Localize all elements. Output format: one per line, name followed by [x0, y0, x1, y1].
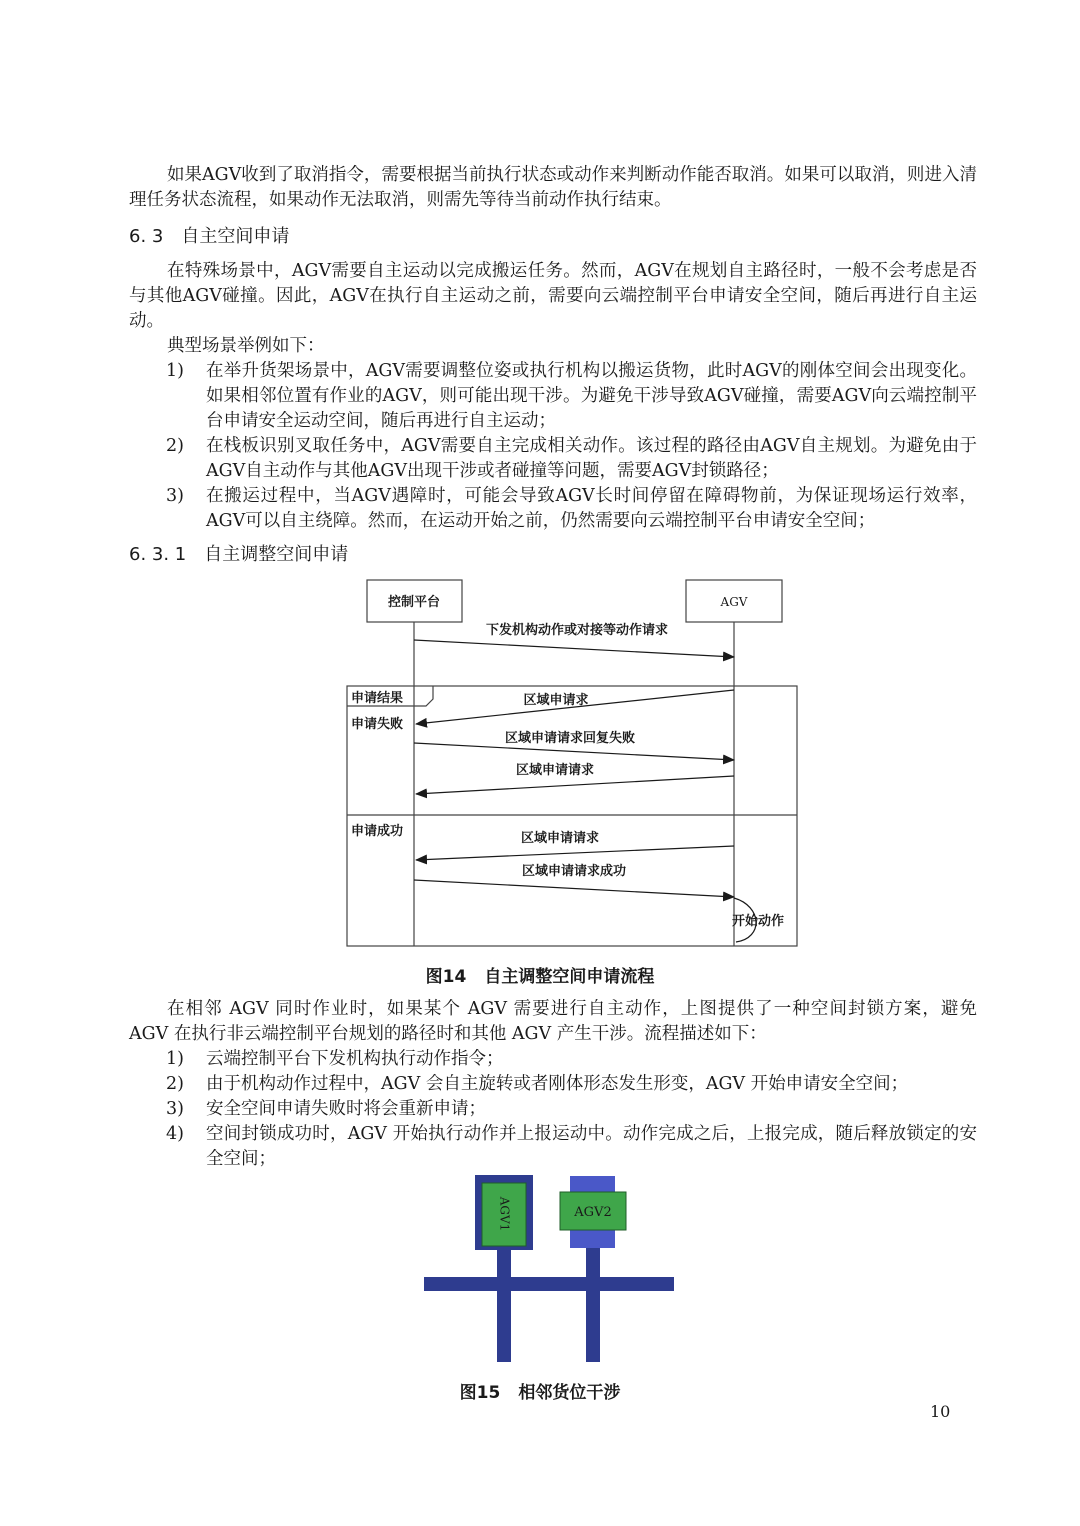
list-item-number: 3)	[166, 1099, 184, 1119]
guard-label-fail: 申请失败	[351, 717, 404, 732]
message-label: 下发机构动作或对接等动作请求	[485, 623, 669, 638]
caption-text: 相邻货位干涉	[518, 1383, 621, 1403]
message-label: 区域申请请求	[520, 831, 600, 846]
list-item-text: 在搬运过程中，当AGV遇障时，可能会导致AGV长时间停留在障碍物前，为保证现场运行效率，AGV可以自主绕障。然而，在运动开始之前，仍然需要向云端控制平台申请安全空间；	[206, 486, 977, 531]
section-title: 自主调整空间申请	[204, 544, 349, 565]
caption-number: 图15	[459, 1383, 501, 1403]
list-item-text: 安全空间申请失败时将会重新申请；	[206, 1099, 486, 1119]
list-item-number: 4)	[166, 1124, 184, 1144]
list-item-number: 1)	[166, 361, 184, 381]
actor-label-agv: AGV	[720, 595, 748, 609]
message-label: 区域申请请求	[515, 763, 595, 778]
list-item-text: 由于机构动作过程中，AGV 会自主旋转或者刚体形态发生形变，AGV 开始申请安全空间；	[206, 1074, 909, 1094]
caption-text: 自主调整空间申请流程	[484, 967, 655, 987]
agv1-label: AGV1	[497, 1196, 512, 1232]
list-item-number: 2)	[166, 1074, 184, 1094]
section-number: 6. 3. 1	[129, 544, 187, 565]
message-label: 区域申请求	[523, 693, 589, 708]
caption-number: 图14	[425, 967, 467, 987]
list-item-number: 2)	[166, 436, 184, 456]
actor-label-platform: 控制平台	[387, 595, 441, 610]
self-message-label: 开始动作	[732, 914, 785, 929]
list-item-text: 在栈板识别叉取任务中，AGV需要自主完成相关动作。该过程的路径由AGV自主规划。为避免由于AGV自主动作与其他AGV出现干涉或者碰撞等问题，需要AGV封锁路径；	[206, 436, 977, 481]
list-item-text: 空间封锁成功时，AGV 开始执行动作并上报运动中。动作完成之后，上报完成，随后释放锁定的安全空间；	[206, 1124, 977, 1169]
section-number: 6. 3	[129, 226, 164, 247]
section-title: 自主空间申请	[181, 226, 290, 247]
track-horizontal	[424, 1277, 674, 1291]
fragment-label: 申请结果	[351, 691, 404, 706]
agv2-label: AGV2	[574, 1205, 612, 1220]
message-label: 区域申请请求成功	[521, 864, 627, 879]
track-vertical-right	[586, 1246, 600, 1362]
message-label: 区域申请请求回复失败	[504, 731, 636, 746]
list-item-text: 云端控制平台下发机构执行动作指令；	[206, 1049, 504, 1069]
track-vertical-left	[497, 1246, 511, 1362]
intro-paragraph: 如果AGV收到了取消指令，需要根据当前执行状态或动作来判断动作能否取消。如果可以取消，则进入清理任务状态流程，如果动作无法取消，则需先等待当前动作执行结束。	[129, 165, 977, 210]
list-item-number: 3)	[166, 486, 184, 506]
guard-label-success: 申请成功	[351, 824, 404, 839]
section-paragraph: 在特殊场景中，AGV需要自主运动以完成搬运任务。然而，AGV在规划自主路径时，一般不会考虑是否与其他AGV碰撞。因此，AGV在执行自主运动之前，需要向云端控制平台申请安全空间，随后再进行自主运动。	[129, 261, 977, 331]
flow-paragraph: 在相邻 AGV 同时作业时，如果某个 AGV 需要进行自主动作，上图提供了一种空间封锁方案，避免 AGV 在执行非云端控制平台规划的路径时和其他 AGV 产生干涉。流程描述如下：	[129, 999, 977, 1044]
list-item-text: 在举升货架场景中，AGV需要调整位姿或执行机构以搬运货物，此时AGV的刚体空间会出现变化。如果相邻位置有作业的AGV，则可能出现干涉。为避免干涉导致AGV碰撞，需要AGV向云端控制平台申请安全运动空间，随后再进行自主运动；	[206, 361, 977, 431]
section-paragraph-lead: 典型场景举例如下：	[167, 336, 325, 356]
figure-15-caption	[0, 1378, 1080, 1403]
list-item-number: 1)	[166, 1049, 184, 1069]
page-number: 10	[930, 1402, 951, 1421]
